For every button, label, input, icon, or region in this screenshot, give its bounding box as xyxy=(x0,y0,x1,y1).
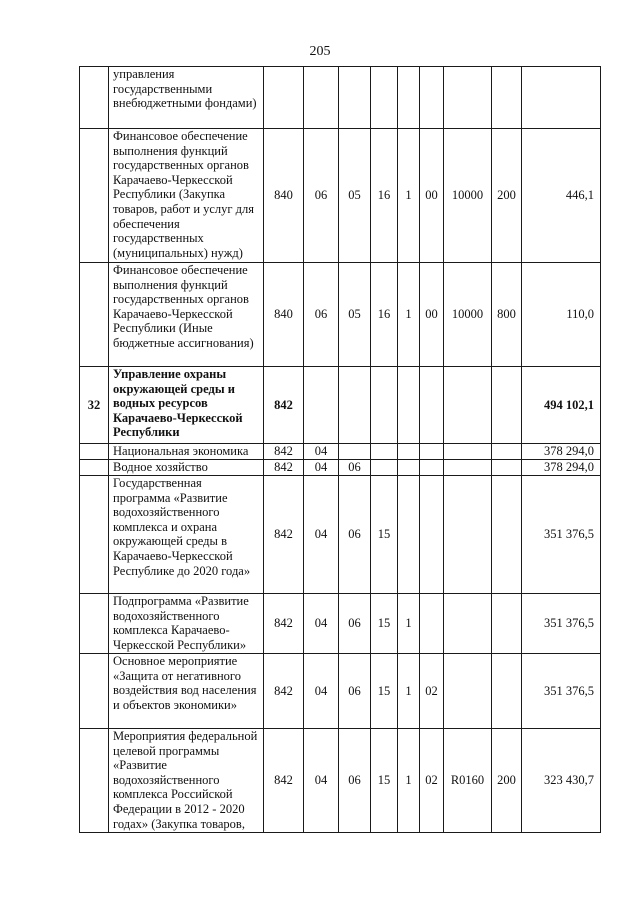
budget-table xyxy=(79,66,601,833)
row-number xyxy=(80,129,109,263)
expense-type-code xyxy=(492,460,522,476)
expense-type-code xyxy=(492,476,522,594)
expense-type-code: 200 xyxy=(492,129,522,263)
target-code-3: 02 xyxy=(420,729,444,833)
target-code-4 xyxy=(444,67,492,129)
subsection-code: 05 xyxy=(339,263,371,367)
target-code-2 xyxy=(398,67,420,129)
item-name: Мероприятия федеральной целевой программы «Развитие водохозяйственного комплекса Российской Федерации в 2012 - 2020 годах» (Закупка товаров, xyxy=(109,729,264,833)
target-code-4 xyxy=(444,476,492,594)
amount: 323 430,7 xyxy=(522,729,601,833)
expense-type-code: 800 xyxy=(492,263,522,367)
target-code-1: 15 xyxy=(371,729,398,833)
row-number xyxy=(80,476,109,594)
table-row xyxy=(80,367,601,444)
target-code-2: 1 xyxy=(398,129,420,263)
item-name: Подпрограмма «Развитие водохозяйственного комплекса Карачаево-Черкесской Республики» xyxy=(109,594,264,654)
target-code-3: 00 xyxy=(420,263,444,367)
expense-type-code xyxy=(492,594,522,654)
expense-type-code xyxy=(492,654,522,729)
target-code-2: 1 xyxy=(398,594,420,654)
section-code: 04 xyxy=(304,654,339,729)
dept-code xyxy=(264,67,304,129)
table-body xyxy=(80,67,601,833)
target-code-3 xyxy=(420,67,444,129)
subsection-code: 06 xyxy=(339,594,371,654)
target-code-2 xyxy=(398,460,420,476)
target-code-1: 16 xyxy=(371,263,398,367)
table-row xyxy=(80,729,601,833)
target-code-2 xyxy=(398,367,420,444)
row-number: 32 xyxy=(80,367,109,444)
subsection-code xyxy=(339,444,371,460)
target-code-3 xyxy=(420,367,444,444)
table-row xyxy=(80,67,601,129)
amount: 494 102,1 xyxy=(522,367,601,444)
target-code-2: 1 xyxy=(398,729,420,833)
row-number xyxy=(80,460,109,476)
target-code-1 xyxy=(371,367,398,444)
row-number xyxy=(80,594,109,654)
target-code-3 xyxy=(420,444,444,460)
dept-code: 842 xyxy=(264,367,304,444)
section-code xyxy=(304,367,339,444)
dept-code: 842 xyxy=(264,594,304,654)
target-code-2 xyxy=(398,444,420,460)
dept-code: 840 xyxy=(264,129,304,263)
section-code: 06 xyxy=(304,129,339,263)
target-code-4: 10000 xyxy=(444,263,492,367)
section-code: 06 xyxy=(304,263,339,367)
amount xyxy=(522,67,601,129)
section-code: 04 xyxy=(304,476,339,594)
item-name: Финансовое обеспечение выполнения функций государственных органов Карачаево-Черкесской Республики (Закупка товаров, работ и услуг для обеспечения государственных (муниципальных) нужд) xyxy=(109,129,264,263)
expense-type-code: 200 xyxy=(492,729,522,833)
table-row xyxy=(80,654,601,729)
item-name: управления государственными внебюджетными фондами) xyxy=(109,67,264,129)
expense-type-code xyxy=(492,67,522,129)
amount: 446,1 xyxy=(522,129,601,263)
table-row xyxy=(80,129,601,263)
section-code: 04 xyxy=(304,460,339,476)
section-code xyxy=(304,67,339,129)
amount: 110,0 xyxy=(522,263,601,367)
amount: 351 376,5 xyxy=(522,476,601,594)
target-code-4 xyxy=(444,444,492,460)
page-number: 205 xyxy=(309,44,331,59)
table-row xyxy=(80,476,601,594)
amount: 351 376,5 xyxy=(522,654,601,729)
target-code-1: 15 xyxy=(371,654,398,729)
target-code-3 xyxy=(420,460,444,476)
row-number xyxy=(80,67,109,129)
subsection-code: 06 xyxy=(339,476,371,594)
item-name: Водное хозяйство xyxy=(109,460,264,476)
target-code-1 xyxy=(371,460,398,476)
target-code-2: 1 xyxy=(398,263,420,367)
item-name: Государственная программа «Развитие водохозяйственного комплекса и охрана окружающей среды в Карачаево-Черкесской Республике до 2020 года» xyxy=(109,476,264,594)
target-code-3 xyxy=(420,594,444,654)
subsection-code: 06 xyxy=(339,654,371,729)
table-row xyxy=(80,444,601,460)
row-number xyxy=(80,654,109,729)
target-code-4: 10000 xyxy=(444,129,492,263)
target-code-4 xyxy=(444,460,492,476)
subsection-code xyxy=(339,367,371,444)
subsection-code: 05 xyxy=(339,129,371,263)
target-code-1 xyxy=(371,444,398,460)
dept-code: 842 xyxy=(264,444,304,460)
target-code-2 xyxy=(398,476,420,594)
amount: 378 294,0 xyxy=(522,444,601,460)
target-code-4: R0160 xyxy=(444,729,492,833)
row-number xyxy=(80,444,109,460)
item-name: Национальная экономика xyxy=(109,444,264,460)
dept-code: 842 xyxy=(264,476,304,594)
table-row xyxy=(80,263,601,367)
amount: 378 294,0 xyxy=(522,460,601,476)
dept-code: 840 xyxy=(264,263,304,367)
expense-type-code xyxy=(492,444,522,460)
item-name: Управление охраны окружающей среды и водных ресурсов Карачаево-Черкесской Республики xyxy=(109,367,264,444)
target-code-4 xyxy=(444,594,492,654)
target-code-1: 16 xyxy=(371,129,398,263)
dept-code: 842 xyxy=(264,729,304,833)
subsection-code xyxy=(339,67,371,129)
target-code-4 xyxy=(444,367,492,444)
dept-code: 842 xyxy=(264,654,304,729)
target-code-1: 15 xyxy=(371,476,398,594)
subsection-code: 06 xyxy=(339,729,371,833)
table-row xyxy=(80,594,601,654)
target-code-3: 00 xyxy=(420,129,444,263)
target-code-1: 15 xyxy=(371,594,398,654)
section-code: 04 xyxy=(304,444,339,460)
row-number xyxy=(80,729,109,833)
target-code-3: 02 xyxy=(420,654,444,729)
dept-code: 842 xyxy=(264,460,304,476)
target-code-4 xyxy=(444,654,492,729)
section-code: 04 xyxy=(304,729,339,833)
target-code-1 xyxy=(371,67,398,129)
item-name: Основное мероприятие «Защита от негативного воздействия вод населения и объектов экономики» xyxy=(109,654,264,729)
amount: 351 376,5 xyxy=(522,594,601,654)
target-code-3 xyxy=(420,476,444,594)
table-row xyxy=(80,460,601,476)
item-name: Финансовое обеспечение выполнения функций государственных органов Карачаево-Черкесской Республики (Иные бюджетные ассигнования) xyxy=(109,263,264,367)
subsection-code: 06 xyxy=(339,460,371,476)
target-code-2: 1 xyxy=(398,654,420,729)
row-number xyxy=(80,263,109,367)
expense-type-code xyxy=(492,367,522,444)
section-code: 04 xyxy=(304,594,339,654)
